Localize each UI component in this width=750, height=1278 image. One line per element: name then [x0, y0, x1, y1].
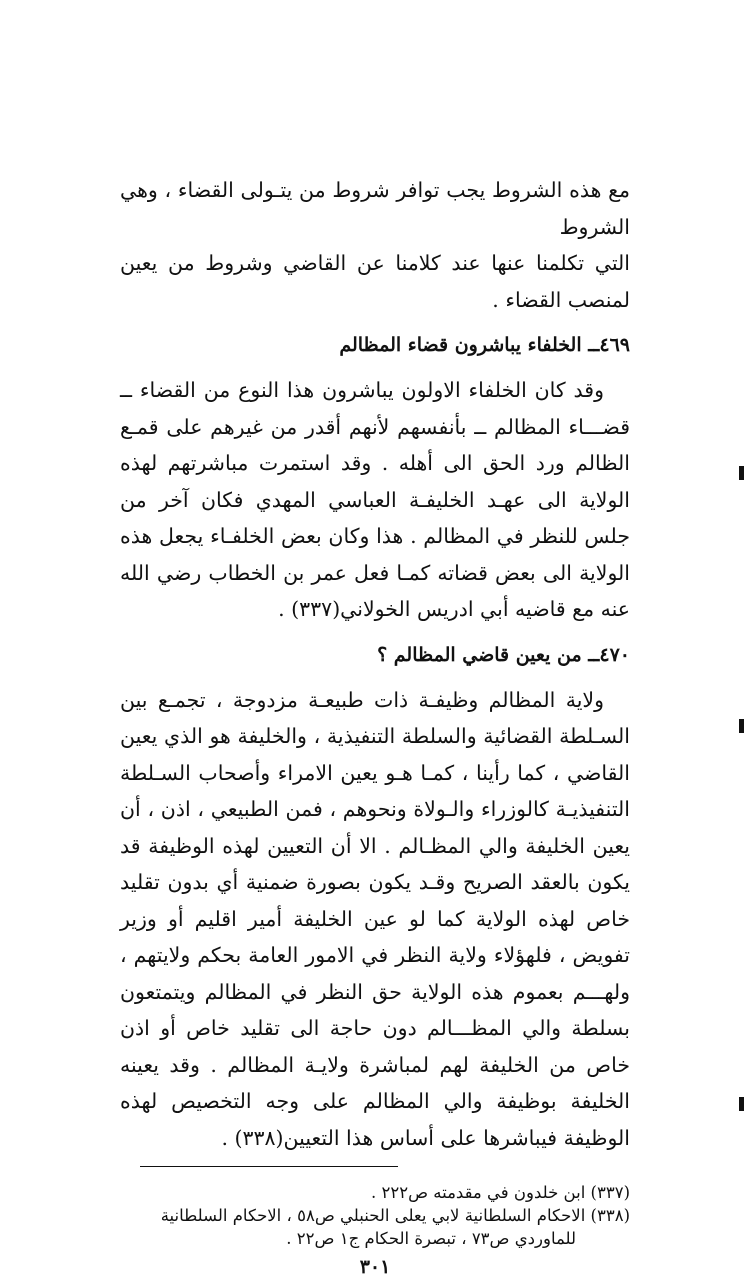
footnote-338-continued: للماوردي ص٧٣ ، تبصرة الحكام ج١ ص٢٢ .: [286, 1229, 576, 1248]
page-number: ٣٠١: [359, 1256, 391, 1278]
section-470-heading: ٤٧٠ــ من يعين قاضي المظالم ؟: [377, 643, 630, 666]
section-469-heading: ٤٦٩ــ الخلفاء يباشرون قضاء المظالم: [339, 334, 630, 356]
section-470-text: ولاية المظالم وظيفـة ذات طبيعـة مزدوجة ، تجمـع بين السـلطة القضائية والسلطة التنفيذية ، والخليفة هو الذي يعين القاضي ، كما رأينا ، كمـا هـو يعين الامراء وأصحاب السـلطة التنفيذيـة كالوزراء والـولاة ونحوهم ، فمن الطبيعي ، اذن ، أن يعين الخليفة والي المظـالم . الا أن التعيين لهذه الوظيفة قد يكون بالعقد الصريح وقـد يكون بصورة ضمنية أي بدون تقليد خاص لهذه الولاية كما لو عين الخليفة أمير اقليم أو وزير تفويض ، فلهؤلاء ولاية النظر في الامور العامة بحكم ولايتهم ، ولهـــم بعموم هذه الولاية حق النظر في المظالم ويتمتعون بسلطة والي المظـــالم دون حاجة الى تقليد خاص أو اذن خاص من الخليفة لهم لمباشرة ولايـة المظالم . وقد يعينه الخليفة بوظيفة والي المظالم على وجه التخصيص لهذه الوظيفة فيباشرها على أساس هذا التعيين(٣٣٨) .: [120, 687, 630, 1150]
footnote-separator-wrap: [120, 1166, 630, 1167]
footnote-338: (٣٣٨) الاحكام السلطانية لابي يعلى الحنبلي ص٥٨ ، الاحكام السلطانية: [160, 1206, 630, 1225]
margin-mark: [739, 466, 744, 480]
footnote-separator: [140, 1166, 398, 1167]
margin-mark: [739, 719, 744, 733]
footnote-337: (٣٣٧) ابن خلدون في مقدمته ص٢٢٢ .: [370, 1183, 630, 1202]
intro-line: مع هذه الشروط يجب توافر شروط من يتـولى القضاء ، وهي الشروط: [120, 178, 630, 239]
section-469-text: وقد كان الخلفاء الاولون يباشرون هذا النوع من القضاء ــ قضـــاء المظالم ــ بأنفسهم لأنهم أقدر من غيرهم على قمـع الظالم ورد الحق الى أهله . وقد استمرت مباشرتهم لهذه الولاية الى عهـد الخليفـة العباسي المهدي فكان آخر من جلس للنظر في المظالم . هذا وكان بعض الخلفـاء يجعل هذه الولاية الى بعض قضاته كمـا فعل عمر بن الخطاب رضي الله عنه مع قاضيه أبي ادريس الخولاني(٣٣٧) .: [120, 378, 630, 621]
margin-mark: [739, 1097, 744, 1111]
intro-line: التي تكلمنا عنها عند كلامنا عن القاضي وشروط من يعين لمنصب القضاء .: [120, 251, 630, 312]
page-content: [120, 172, 630, 1278]
footnotes: [120, 1181, 630, 1250]
